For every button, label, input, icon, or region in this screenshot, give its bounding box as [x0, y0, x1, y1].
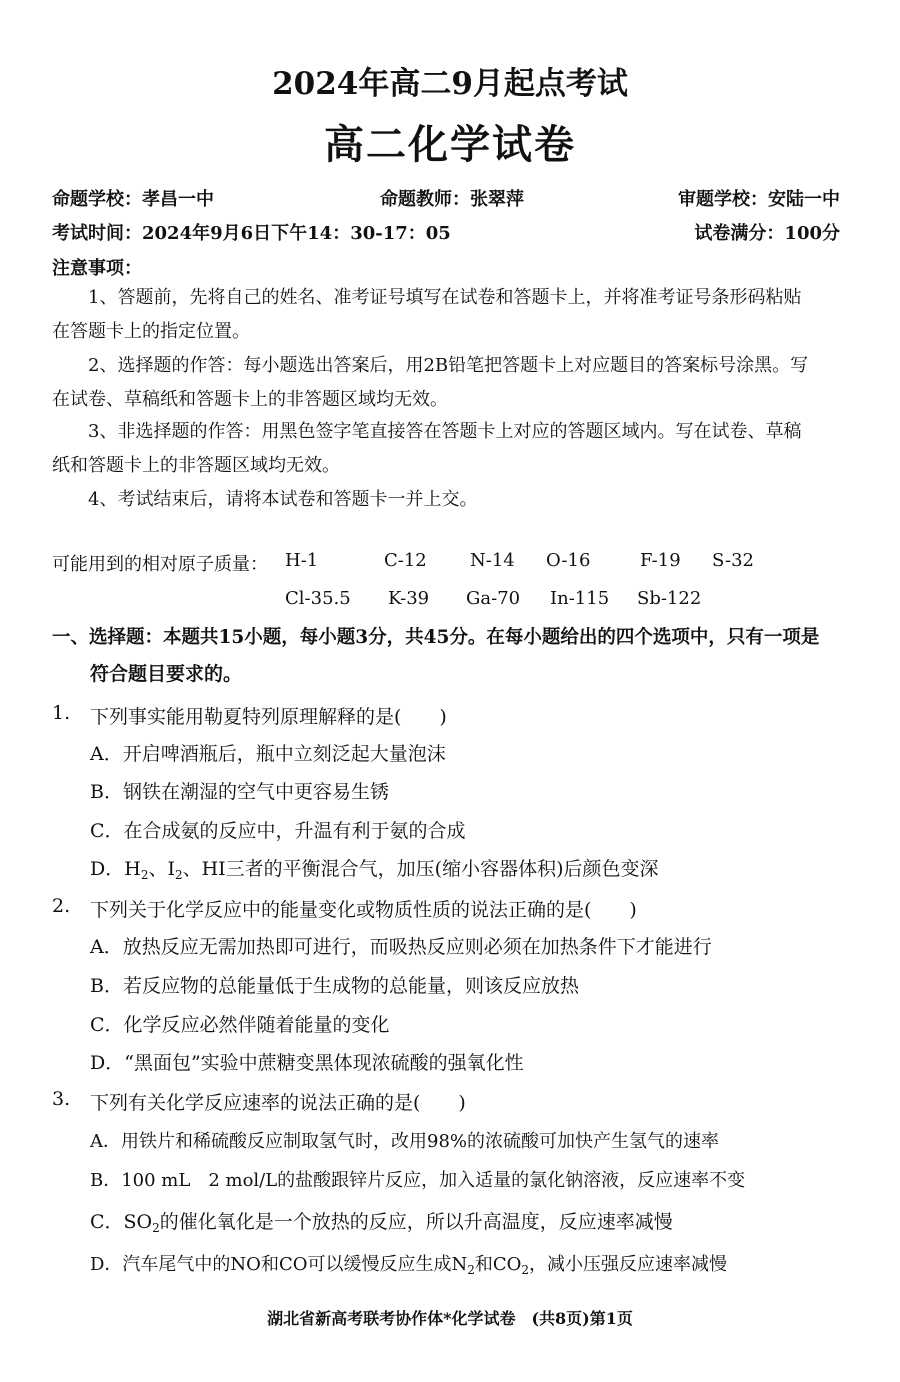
- option-c: C．在合成氨的反应中，升温有利于氨的合成: [90, 820, 466, 842]
- notice-heading: 注意事项：: [52, 258, 142, 279]
- mass-item: H-1: [285, 550, 319, 571]
- question-stem: 下列关于化学反应中的能量变化或物质性质的说法正确的是( ): [90, 899, 637, 921]
- notice-line-7: 4、考试结束后，请将本试卷和答题卡一并上交。: [88, 489, 478, 510]
- question-number: 2.: [52, 895, 71, 917]
- exam-title: 2024年高二9月起点考试: [272, 66, 628, 102]
- option-c: C．化学反应必然伴随着能量的变化: [90, 1014, 390, 1036]
- mass-item: N-14: [470, 550, 515, 571]
- paper-title: 高二化学试卷: [324, 121, 576, 168]
- mass-item: Sb-122: [637, 588, 702, 609]
- section-heading-cont: 符合题目要求的。: [90, 663, 243, 685]
- option-a: A．开启啤酒瓶后，瓶中立刻泛起大量泡沫: [90, 743, 446, 765]
- mass-item: F-19: [640, 550, 681, 571]
- mass-item: Cl-35.5: [285, 588, 351, 609]
- mass-item: K-39: [388, 588, 430, 609]
- meta-time: 考试时间：2024年9月6日下午14：30-17：05: [52, 223, 451, 244]
- option-a: A．用铁片和稀硫酸反应制取氢气时，改用98%的浓硫酸可加快产生氢气的速率: [90, 1131, 720, 1152]
- mass-item: C-12: [384, 550, 427, 571]
- option-a: A．放热反应无需加热即可进行，而吸热反应则必须在加热条件下才能进行: [90, 936, 712, 958]
- notice-line-4: 在试卷、草稿纸和答题卡上的非答题区域均无效。: [52, 389, 448, 410]
- mass-item: O-16: [546, 550, 591, 571]
- meta-school: 命题学校：孝昌一中: [52, 189, 214, 210]
- option-d: D．$H_2$、$I_2$、HI三者的平衡混合气，加压(缩小容器体积)后颜色变深: [90, 858, 659, 882]
- notice-line-1: 1、答题前，先将自己的姓名、准考证号填写在试卷和答题卡上，并将准考证号条形码粘贴: [88, 287, 802, 308]
- notice-line-3: 2、选择题的作答：每小题选出答案后，用2B铅笔把答题卡上对应题目的答案标号涂黑。写: [88, 355, 809, 376]
- notice-line-2: 在答题卡上的指定位置。: [52, 321, 250, 342]
- question-stem: 下列事实能用勒夏特列原理解释的是( ): [90, 706, 447, 728]
- meta-teacher: 命题教师：张翠萍: [380, 189, 524, 210]
- option-b: B．钢铁在潮湿的空气中更容易生锈: [90, 781, 389, 803]
- option-b: B．若反应物的总能量低于生成物的总能量，则该反应放热: [90, 975, 579, 997]
- option-b: B．100 mL 2 mol/L的盐酸跟锌片反应，加入适量的氯化钠溶液，反应速率不变: [90, 1170, 746, 1191]
- option-c: C．$SO_2$的催化氧化是一个放热的反应，所以升高温度，反应速率减慢: [90, 1211, 673, 1235]
- page-footer: 湖北省新高考联考协作体*化学试卷 (共8页)第1页: [267, 1309, 633, 1328]
- mass-item: S-32: [712, 550, 754, 571]
- option-d: D．汽车尾气中的NO和CO可以缓慢反应生成$N_2$和$CO_2$，减小压强反应速率减慢: [90, 1254, 728, 1277]
- atomic-masses-label: 可能用到的相对原子质量：: [52, 554, 268, 575]
- question-number: 1.: [52, 702, 71, 724]
- option-d: D．“黑面包”实验中蔗糖变黑体现浓硫酸的强氧化性: [90, 1052, 524, 1074]
- notice-line-6: 纸和答题卡上的非答题区域均无效。: [52, 455, 340, 476]
- notice-line-5: 3、非选择题的作答：用黑色签字笔直接答在答题卡上对应的答题区域内。写在试卷、草稿: [88, 421, 802, 442]
- meta-full-score: 试卷满分：100分: [694, 223, 840, 244]
- mass-item: Ga-70: [466, 588, 521, 609]
- meta-review-school: 审题学校：安陆一中: [678, 189, 840, 210]
- question-stem: 下列有关化学反应速率的说法正确的是( ): [90, 1092, 466, 1114]
- section-heading: 一、选择题：本题共15小题，每小题3分，共45分。在每小题给出的四个选项中，只有一项是: [52, 627, 820, 648]
- question-number: 3.: [52, 1088, 71, 1110]
- mass-item: In-115: [550, 588, 610, 609]
